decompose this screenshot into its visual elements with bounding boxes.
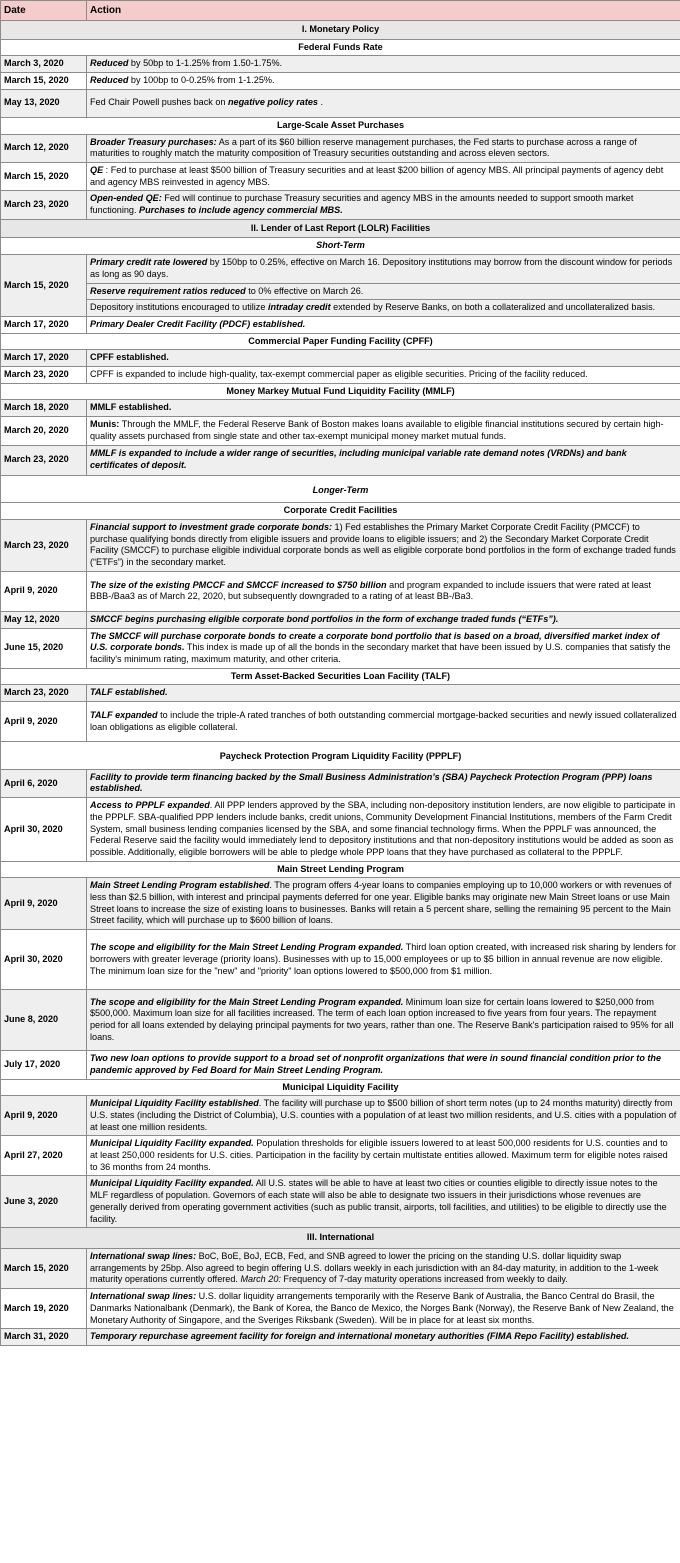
action-text-segment: . [317, 97, 324, 108]
action-cell [87, 316, 680, 333]
action-text-segment: QE [90, 164, 104, 175]
date-column-header: Date [1, 1, 87, 21]
action-text-segment: by 100bp to 0-0.25% from 1-1.25%. [128, 75, 275, 86]
action-cell [87, 1249, 680, 1289]
section-title: III. International [1, 1228, 680, 1249]
table-row [1, 571, 680, 611]
subsection-header-row [1, 1079, 680, 1096]
date-cell: April 30, 2020 [1, 930, 87, 990]
table-row [1, 1136, 680, 1176]
action-text-segment: TALF expanded [90, 709, 158, 720]
action-cell [87, 89, 680, 117]
table-row [1, 1096, 680, 1136]
section-header-row [1, 21, 680, 40]
action-cell [87, 162, 680, 190]
table-row [1, 162, 680, 190]
action-cell [87, 350, 680, 367]
action-text-segment: Access to PPPLF expanded [90, 800, 210, 811]
date-cell: March 18, 2020 [1, 400, 87, 417]
action-text-segment: International swap lines: [90, 1291, 197, 1302]
section-title: I. Monetary Policy [1, 21, 680, 40]
action-text-segment: Temporary repurchase agreement facility for foreign and international monetary authorities (FIMA Repo Facility) established. [90, 1331, 630, 1342]
action-text-segment: to include the triple-A rated tranches of both outstanding commercial mortgage-backed securities and newly issued collateralized loan obligations as eligible collateral. [90, 709, 677, 732]
table-header-row [1, 1, 680, 21]
date-cell: March 31, 2020 [1, 1329, 87, 1346]
table-row [1, 878, 680, 930]
subsection-title: Commercial Paper Funding Facility (CPFF) [1, 333, 680, 350]
action-text-segment: extended by Reserve Banks, on both a collateralized and uncollateralized basis. [330, 302, 656, 313]
action-text-segment: The scope and eligibility for the Main Street Lending Program expanded. [90, 942, 404, 953]
action-text-segment: Purchases to include agency commercial MBS. [139, 205, 343, 216]
action-text-segment: U.S. dollar liquidity arrangements temporarily with the Reserve Bank of Australia, the Banco Central do Brasil, the Danmarks Nationalbank (Denmark), the Bank of Korea, the Banco de Mexico, the Norges Bank (Norway), the Reserve Bank of New Zealand, the Monetary Authority of Singapore, and the Sveriges Riksbank (Sweden). Will be in place for at least six months. [90, 1291, 674, 1325]
date-cell: April 27, 2020 [1, 1136, 87, 1176]
date-cell: May 12, 2020 [1, 611, 87, 628]
date-cell: April 9, 2020 [1, 702, 87, 742]
table-row [1, 990, 680, 1051]
action-text-segment: Municipal Liquidity Facility expanded. [90, 1138, 254, 1149]
date-cell: May 13, 2020 [1, 89, 87, 117]
action-text-segment: . The facility will purchase up to $500 billion of short term notes (up to 24 months maturity) directly from U.S. states (including the District of Columbia), U.S. counties with a population of at least two million residents, and U.S. cities with a population of at least one million residents. [90, 1098, 677, 1132]
date-cell: June 8, 2020 [1, 990, 87, 1051]
action-cell [87, 1176, 680, 1228]
action-text-segment: intraday credit [267, 302, 331, 313]
date-cell: July 17, 2020 [1, 1051, 87, 1079]
action-text-segment: All U.S. states will be able to have at least two cities or counties eligible to directly issue notes to the MLF regardless of population. Governors of each state will also be able to designate two issuers in their jurisdictions whose revenues are generally derived from operating government activities (such as public transit, airports, toll facilities, and utilities) to be eligible to directly use the facility. [90, 1178, 667, 1224]
action-text-segment: Open-ended QE: [90, 193, 162, 204]
table-row [1, 1249, 680, 1289]
action-text-segment: Facility to provide term financing backed by the Small Business Administration’s (SBA) Paycheck Protection Program (PPP) loans established. [90, 771, 653, 794]
action-text-segment: CPFF is expanded to include high-quality, tax-exempt commercial paper as eligible securities. Pricing of the facility reduced. [90, 369, 588, 380]
date-cell: April 9, 2020 [1, 878, 87, 930]
subsection-title: Federal Funds Rate [1, 39, 680, 56]
action-cell [87, 685, 680, 702]
subsection-header-row [1, 742, 680, 770]
action-cell [87, 134, 680, 162]
date-cell: June 3, 2020 [1, 1176, 87, 1228]
table-row [1, 769, 680, 797]
action-text-segment: MMLF established. [90, 402, 172, 413]
date-cell: March 23, 2020 [1, 519, 87, 571]
subsection-title: Corporate Credit Facilities [1, 503, 680, 520]
action-cell [87, 1329, 680, 1346]
date-cell: March 3, 2020 [1, 56, 87, 73]
subsection-header-row [1, 861, 680, 878]
subsection-header-row [1, 503, 680, 520]
action-cell [87, 990, 680, 1051]
table-row [1, 134, 680, 162]
action-text-segment: BoC, BoE, BoJ, ECB, Fed, and SNB agreed to lower the pricing on the standing U.S. dollar liquidity swap arrangements by 25bp. Also agreed to begin offering U.S. dollars weekly in each jurisdiction with an 84-day maturity, in addition to the 1-week maturity operations currently offered. [90, 1251, 659, 1285]
date-cell: June 15, 2020 [1, 628, 87, 668]
action-cell [87, 73, 680, 90]
table-row [1, 417, 680, 445]
action-cell [87, 400, 680, 417]
subsection-header-row [1, 475, 680, 503]
table-row [1, 300, 680, 317]
table-row [1, 930, 680, 990]
action-text-segment: International swap lines: [90, 1251, 197, 1261]
action-text-segment: Third loan option created, with increased risk sharing by lenders for borrowers with greater leverage (priority loans). Businesses with up to 15,000 employees or up to $5 billion in annual revenue are now eligible. The minimum loan size for the "new" and "priority" loan options lowered to $500,000 from $1 million. [90, 942, 677, 976]
subsection-title: Term Asset-Backed Securities Loan Facility (TALF) [1, 668, 680, 685]
table-row [1, 255, 680, 283]
table-row [1, 1329, 680, 1346]
table-row [1, 628, 680, 668]
action-text-segment: Primary Dealer Credit Facility (PDCF) established. [90, 318, 306, 329]
action-text-segment: Through the MMLF, the Federal Reserve Bank of Boston makes loans available to eligible financial institutions secured by certain high-quality assets purchased from single state and other tax-exempt municipal money market mutual funds. [90, 419, 664, 441]
action-text-segment: negative policy rates [228, 97, 318, 108]
subsection-header-row [1, 668, 680, 685]
action-column-header: Action [87, 1, 680, 21]
subsection-title: Money Markey Mutual Fund Liquidity Facility (MMLF) [1, 383, 680, 400]
table-row [1, 685, 680, 702]
action-text-segment: Frequency of 7-day maturity operations increased from weekly to daily. [280, 1274, 568, 1285]
table-row [1, 89, 680, 117]
action-text-segment: MMLF is expanded to include a wider range of securities, including municipal variable rate demand notes (VRDNs) and bank certificates of deposit. [90, 448, 627, 471]
action-cell [87, 1289, 680, 1329]
table-row [1, 73, 680, 90]
date-cell: April 9, 2020 [1, 571, 87, 611]
section-header-row [1, 1228, 680, 1249]
action-text-segment: The SMCCF will purchase corporate bonds to create a corporate bond portfolio that is based on a broad, diversified market index of U.S. corporate bonds. [90, 630, 660, 653]
action-cell [87, 702, 680, 742]
subsection-title: Longer-Term [1, 475, 680, 503]
action-text-segment: Population thresholds for eligible issuers lowered to at least 500,000 residents for U.S. counties and to at least 250,000 residents for U.S. cities. Participation in the facility by certain multistate entities allowed. Maximum term for eligible notes raised to 36 months from 24 months. [90, 1138, 668, 1172]
action-text-segment: Reduced [90, 58, 129, 69]
table-row [1, 1289, 680, 1329]
section-title: II. Lender of Last Report (LOLR) Facilities [1, 219, 680, 238]
action-text-segment: CPFF established. [90, 352, 169, 363]
action-text-segment: Fed will continue to purchase Treasury securities and agency MBS in the amounts needed to support smooth market functioning. [90, 193, 634, 216]
action-text-segment: Broader Treasury purchases: [90, 136, 217, 147]
table-row [1, 611, 680, 628]
action-text-segment: Reduced [90, 75, 129, 86]
action-text-segment: and program expanded to include issuers that were rated at least BBB-/Baa3 as of March 22, 2020, but subsequently downgraded to a rating of at least BB-/Ba3. [90, 579, 651, 602]
action-cell [87, 519, 680, 571]
table-row [1, 191, 680, 219]
subsection-header-row [1, 238, 680, 255]
action-cell [87, 1096, 680, 1136]
action-text-segment: Reserve requirement ratios reduced [90, 285, 246, 296]
action-text-segment: 1) Fed establishes the Primary Market Corporate Credit Facility (PMCCF) to purchase qualifying bonds directly from eligible issuers and provide loans to eligible issuers; and 2) the Secondary Market Corporate Credit Facility (SMCCF) to purchase eligible individual corporate bonds as well as eligible corporate bond portfolios in the form of exchange traded funds (“ETFs”) in the secondary market. [90, 521, 676, 568]
action-text-segment: Minimum loan size for certain loans lowered to $250,000 from $500,000. Maximum loan size for all facilities increased. The term of each loan option increased to five years from four years. The repayment period for all loans extended by delaying principal payments for two years, rather than one. The Reserve Bank's participation raised to 95% for all loans. [90, 996, 674, 1042]
table-body [1, 21, 680, 1346]
action-cell [87, 445, 680, 475]
action-text-segment: This index is made up of all the bonds in the secondary market that have been issued by U.S. companies that satisfy the facility's minimum rating, maximum maturity, and other criteria. [90, 642, 671, 664]
date-cell: March 15, 2020 [1, 255, 87, 317]
action-cell [87, 283, 680, 300]
action-text-segment: TALF established. [90, 687, 168, 698]
table-row [1, 56, 680, 73]
date-cell: March 15, 2020 [1, 162, 87, 190]
date-cell: April 9, 2020 [1, 1096, 87, 1136]
date-cell: April 30, 2020 [1, 798, 87, 862]
date-cell: March 23, 2020 [1, 685, 87, 702]
subsection-title: Main Street Lending Program [1, 861, 680, 878]
date-cell: March 19, 2020 [1, 1289, 87, 1329]
action-text-segment: Financial support to investment grade corporate bonds: [90, 521, 333, 532]
date-cell: March 23, 2020 [1, 367, 87, 384]
action-text-segment: : Fed to purchase at least $500 billion of Treasury securities and at least $200 billion of agency MBS. All principal payments of agency debt and agency MBS reinvested in agency MBS. [90, 164, 664, 187]
date-cell: March 23, 2020 [1, 445, 87, 475]
action-text-segment: by 50bp to 1-1.25% from 1.50-1.75%. [128, 58, 283, 69]
action-cell [87, 417, 680, 445]
action-text-segment: March 20: [240, 1274, 281, 1285]
date-cell: March 17, 2020 [1, 350, 87, 367]
date-cell: March 17, 2020 [1, 316, 87, 333]
action-cell [87, 191, 680, 219]
subsection-header-row [1, 333, 680, 350]
action-cell [87, 1051, 680, 1079]
action-cell [87, 878, 680, 930]
subsection-title: Short-Term [1, 238, 680, 255]
date-cell: April 6, 2020 [1, 769, 87, 797]
section-header-row [1, 219, 680, 238]
action-cell [87, 367, 680, 384]
table-row [1, 519, 680, 571]
date-cell: March 15, 2020 [1, 1249, 87, 1289]
action-text-segment: Primary credit rate lowered [90, 257, 208, 268]
action-text-segment: The scope and eligibility for the Main Street Lending Program expanded. [90, 996, 404, 1007]
subsection-title: Municipal Liquidity Facility [1, 1079, 680, 1096]
action-cell [87, 571, 680, 611]
action-cell [87, 769, 680, 797]
action-cell [87, 56, 680, 73]
action-cell [87, 798, 680, 862]
action-text-segment: . The program offers 4-year loans to companies employing up to 10,000 workers or with revenues of less than $2.5 billion, with interest and principal payments deferred for one year. Eligible banks may originate new Main Street loans or use Main Street loans to increase the size of existing loans to businesses. Banks will retain a 5 percent share, selling the remaining 95 percent to the Main Street facility, which will purchase up to $600 billion of loans. [90, 880, 672, 926]
date-cell: March 15, 2020 [1, 73, 87, 90]
action-text-segment: Depository institutions encouraged to utilize [90, 302, 268, 313]
subsection-header-row [1, 39, 680, 56]
action-cell [87, 255, 680, 283]
table-row [1, 316, 680, 333]
date-cell: March 20, 2020 [1, 417, 87, 445]
action-text-segment: to 0% effective on March 26. [245, 285, 364, 296]
subsection-header-row [1, 383, 680, 400]
action-text-segment: Fed Chair Powell pushes back on [90, 97, 228, 108]
table-row [1, 445, 680, 475]
action-text-segment: by 150bp to 0.25%, effective on March 16. Depository institutions may borrow from the discount window for periods as long as 90 days. [90, 257, 673, 279]
table-row [1, 1051, 680, 1079]
action-cell [87, 628, 680, 668]
action-text-segment: SMCCF begins purchasing eligible corporate bond portfolios in the form of exchange traded funds (“ETFs”). [90, 613, 559, 624]
table-row [1, 350, 680, 367]
action-cell [87, 300, 680, 317]
date-cell: March 23, 2020 [1, 191, 87, 219]
action-text-segment: . All PPP lenders approved by the SBA, including non-depository institution lenders, are now eligible to participate in the PPPLF. SBA-qualified PPP lenders include banks, credit unions, Community Development Financial Institutions, members of the Farm Credit System, small business lending companies licensed by the SBA, and some financial technology firms. When the PPPLF was announced, the Federal Reserve said the facility would immediately lend to depository institutions and that non-depository institutions would be added as soon as possible. Additionally, eligible borrowers will be able to pledge whole PPP loans that they have purchased as collateral to the PPPLF. [90, 800, 676, 857]
table-row [1, 702, 680, 742]
table-row [1, 283, 680, 300]
action-text-segment: Main Street Lending Program established [90, 880, 270, 891]
table-row [1, 1176, 680, 1228]
subsection-title: Paycheck Protection Program Liquidity Facility (PPPLF) [1, 742, 680, 770]
subsection-title: Large-Scale Asset Purchases [1, 117, 680, 134]
action-text-segment: Municipal Liquidity Facility expanded. [90, 1178, 254, 1189]
action-text-segment: Municipal Liquidity Facility established [90, 1098, 259, 1109]
table-row [1, 798, 680, 862]
date-cell: March 12, 2020 [1, 134, 87, 162]
action-cell [87, 930, 680, 990]
subsection-header-row [1, 117, 680, 134]
table-row [1, 367, 680, 384]
action-text-segment: The size of the existing PMCCF and SMCCF increased to $750 billion [90, 579, 387, 590]
action-text-segment: Munis: [90, 419, 120, 430]
action-text-segment: Two new loan options to provide support to a broad set of nonprofit organizations that were in sound financial condition prior to the pandemic approved by Fed Board for Main Street Lending Program. [90, 1053, 662, 1075]
action-cell [87, 611, 680, 628]
action-text-segment: As a part of its $60 billion reserve management purchases, the Fed starts to purchase across a range of maturities to roughly match the maturity composition of Treasury securities outstanding and across eleven sectors. [90, 136, 637, 159]
action-cell [87, 1136, 680, 1176]
table-row [1, 400, 680, 417]
